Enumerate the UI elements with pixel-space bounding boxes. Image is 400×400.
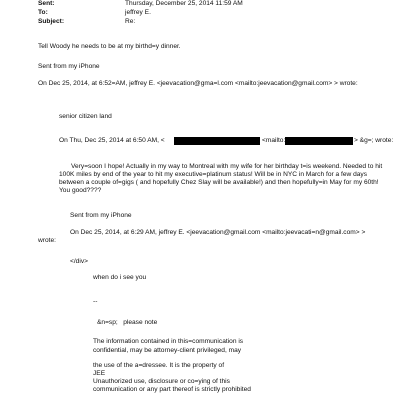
confidentiality-line-2: confidential, may be attorney-client privileged, may: [93, 347, 242, 354]
confidentiality-line-3: the use of the a=dressee. It is the property of: [93, 362, 225, 369]
when-line: when do i see you: [93, 274, 147, 281]
confidentiality-line-6: communication or any part thereof is strictly prohibited: [93, 386, 251, 393]
confidentiality-line-4: JEE: [93, 370, 106, 377]
redaction-box: [285, 137, 353, 145]
to-value: jeffrey E.: [125, 9, 151, 16]
quote-header-1: On Dec 25, 2014, at 6:52=AM, jeffrey E. <jeevacation@gma=l.com <mailto:jeevacation@gmail.com> > wrote:: [38, 80, 358, 87]
message-paragraph: Very=soon I hope! Actually in my way to Montreal with my wife for her birthday t=is weekend. Needed to hit 100K miles by end of the year to hit my executive=platinum status! Will be in NYC in March for a few days between a couple of=gigs ( and hopefully Chez Slay will be available!) and then hopefully=in May for my 60th! You good????: [59, 163, 383, 194]
confidentiality-line-5: Unauthorized use, disclosure or co=ying of this: [93, 378, 230, 385]
body-line-birthday: Tell Woody he needs to be at my birthd=y dinner.: [38, 43, 181, 50]
signature-dashes: --: [93, 298, 98, 305]
quote-header-2-mid: <mailto:: [262, 137, 286, 144]
confidentiality-line-1: The information contained in this=communication is: [93, 338, 244, 345]
subject-label: Subject:: [38, 18, 65, 25]
quote-header-3: On Dec 25, 2014, at 6:29 AM, jeffrey E. <jeevacation@gmail.com <mailto:jeevacati=n@gmail.com> >: [70, 229, 366, 236]
subject-value: Re:: [125, 18, 136, 25]
sent-from-iphone-2: Sent from my iPhone: [70, 212, 132, 219]
div-close-tag: </div>: [70, 258, 88, 265]
sent-label: Sent:: [38, 0, 55, 7]
senior-citizen-line: senior citizen land: [59, 113, 112, 120]
quote-header-2-prefix: On Thu, Dec 25, 2014 at 6:50 AM, <: [59, 137, 165, 144]
redaction-box: [174, 137, 260, 145]
quote-header-2-suffix: > &g=; wrote:: [354, 137, 394, 144]
sent-value: Thursday, December 25, 2014 11:59 AM: [125, 0, 243, 7]
quote-header-3-wrote: wrote:: [38, 237, 56, 244]
to-label: To:: [38, 9, 48, 16]
sent-from-iphone-1: Sent from my iPhone: [38, 63, 100, 70]
please-note-line: &n=sp; please note: [97, 319, 158, 326]
